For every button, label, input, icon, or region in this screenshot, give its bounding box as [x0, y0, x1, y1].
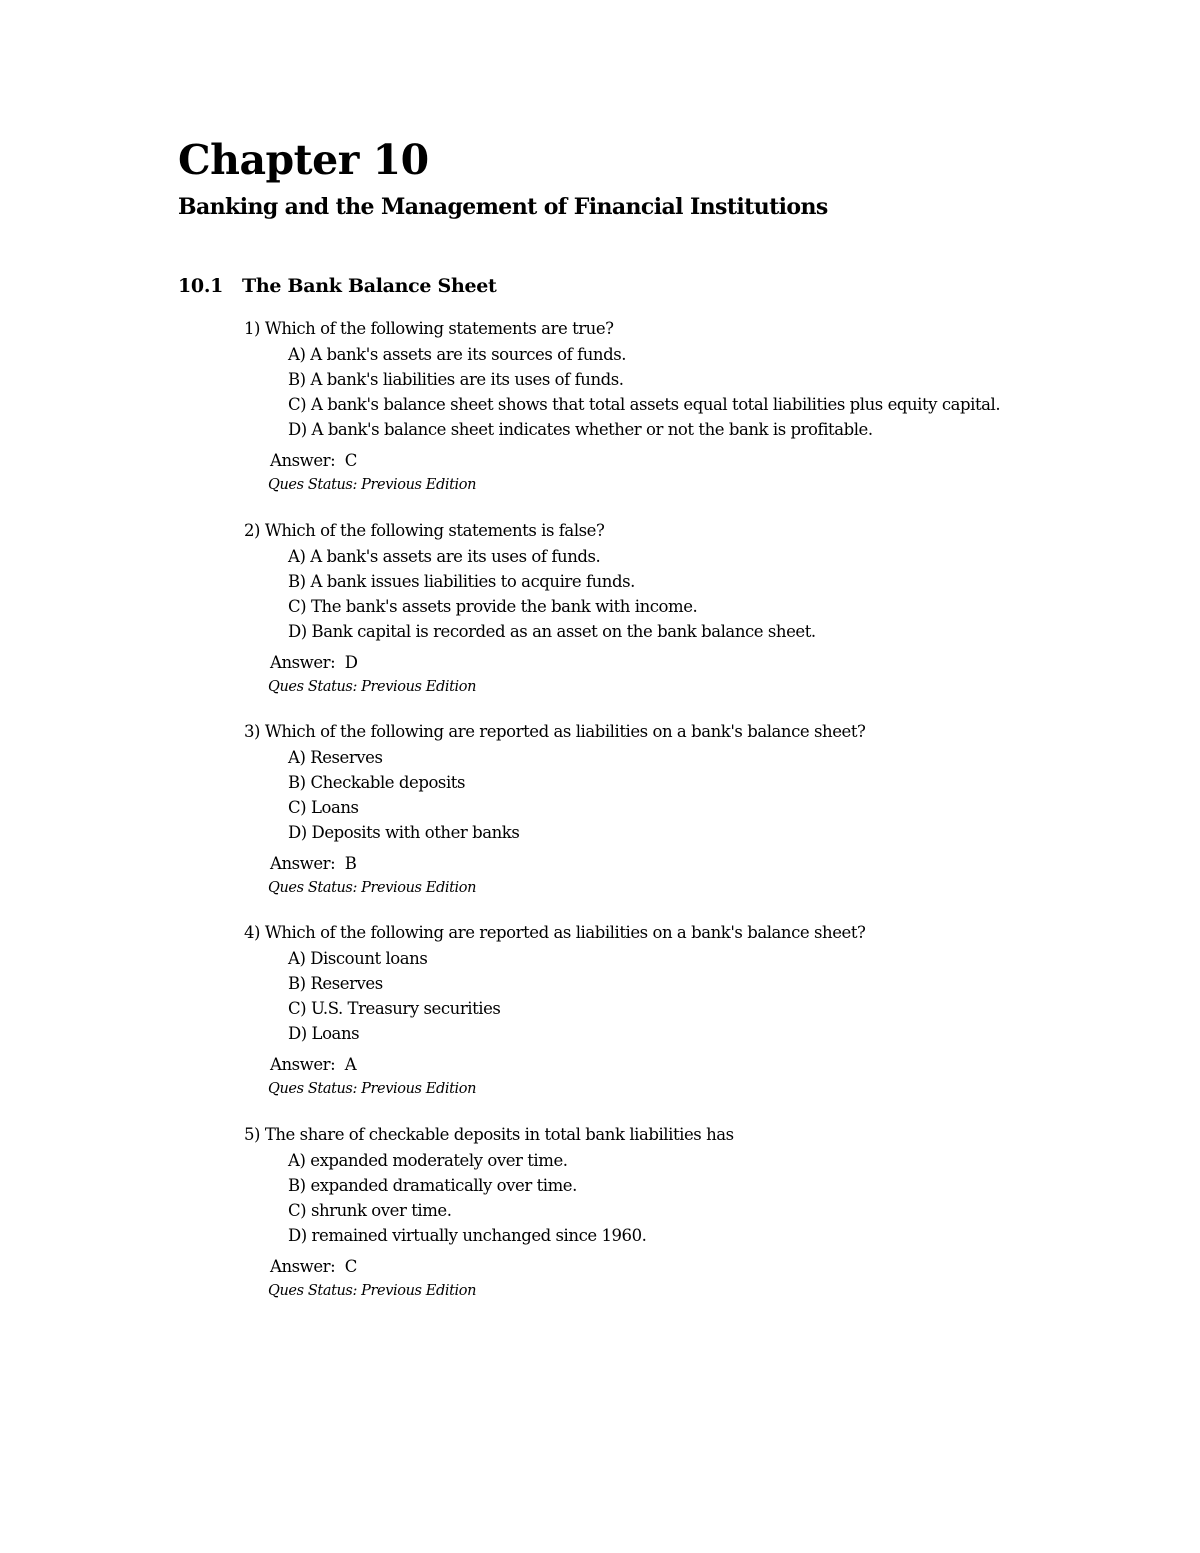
answer-choice: B) Reserves: [288, 974, 383, 993]
answer-choice: B) Checkable deposits: [288, 773, 465, 792]
question-status: Ques Status: Previous Edition: [268, 679, 477, 695]
answer-choice: A) Discount loans: [288, 949, 428, 968]
question-stem: 2) Which of the following statements is false?: [244, 521, 605, 540]
answer-choice: C) The bank's assets provide the bank with income.: [288, 597, 698, 616]
section-heading: 10.1 The Bank Balance Sheet: [178, 275, 497, 297]
answer-key: Answer: C: [270, 451, 357, 470]
answer-key: Answer: B: [270, 854, 357, 873]
chapter-subtitle: Banking and the Management of Financial Institutions: [178, 194, 828, 220]
question-block: [244, 316, 1124, 496]
answer-choice: A) A bank's assets are its sources of funds.: [288, 345, 627, 364]
answer-choice: B) expanded dramatically over time.: [288, 1176, 577, 1195]
chapter-title: Chapter 10: [178, 136, 429, 184]
question-status: Ques Status: Previous Edition: [268, 1283, 477, 1299]
answer-choice: C) Loans: [288, 798, 359, 817]
answer-key: Answer: C: [270, 1257, 357, 1276]
answer-key: Answer: D: [270, 653, 358, 672]
question-block: [244, 518, 1124, 698]
answer-choice: C) A bank's balance sheet shows that total assets equal total liabilities plus equity capital.: [288, 395, 1001, 414]
answer-choice: A) A bank's assets are its uses of funds.: [288, 547, 601, 566]
answer-choice: A) expanded moderately over time.: [288, 1151, 568, 1170]
question-stem: 4) Which of the following are reported as liabilities on a bank's balance sheet?: [244, 923, 866, 942]
answer-key: Answer: A: [270, 1055, 357, 1074]
question-status: Ques Status: Previous Edition: [268, 1081, 477, 1097]
answer-choice: B) A bank's liabilities are its uses of funds.: [288, 370, 624, 389]
answer-choice: D) Deposits with other banks: [288, 823, 520, 842]
answer-choice: D) Bank capital is recorded as an asset on the bank balance sheet.: [288, 622, 816, 641]
answer-choice: C) shrunk over time.: [288, 1201, 452, 1220]
question-block: [244, 1122, 1124, 1302]
answer-choice: A) Reserves: [288, 748, 383, 767]
question-stem: 3) Which of the following are reported as liabilities on a bank's balance sheet?: [244, 722, 866, 741]
answer-choice: D) Loans: [288, 1024, 360, 1043]
answer-choice: B) A bank issues liabilities to acquire funds.: [288, 572, 635, 591]
answer-choice: C) U.S. Treasury securities: [288, 999, 501, 1018]
answer-choice: D) remained virtually unchanged since 1960.: [288, 1226, 647, 1245]
question-stem: 1) Which of the following statements are true?: [244, 319, 614, 338]
question-block: [244, 920, 1124, 1100]
answer-choice: D) A bank's balance sheet indicates whether or not the bank is profitable.: [288, 420, 873, 439]
question-status: Ques Status: Previous Edition: [268, 477, 477, 493]
question-stem: 5) The share of checkable deposits in total bank liabilities has: [244, 1125, 734, 1144]
question-status: Ques Status: Previous Edition: [268, 880, 477, 896]
question-block: [244, 719, 1124, 899]
